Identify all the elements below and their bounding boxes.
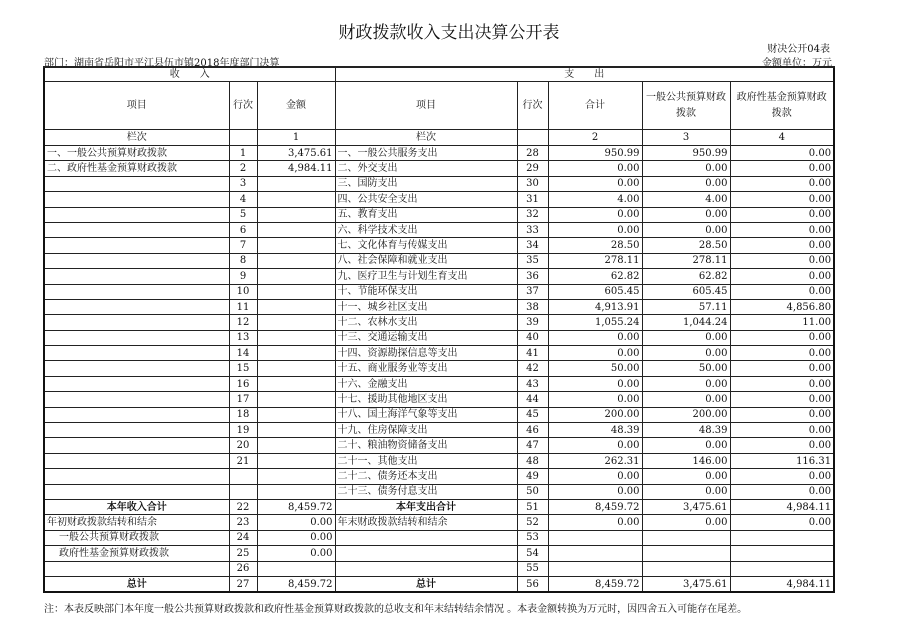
expense-general: 0.00 — [642, 207, 730, 222]
table-row — [44, 453, 834, 468]
expense-item — [335, 546, 517, 561]
income-line — [229, 484, 257, 499]
empty-cell — [517, 130, 548, 146]
expense-general — [642, 546, 730, 561]
table-row — [44, 576, 834, 592]
income-item — [44, 346, 229, 361]
income-amount — [257, 207, 335, 222]
income-item: 本年收入合计 — [44, 499, 229, 514]
income-amount — [257, 222, 335, 237]
expense-general: 57.11 — [642, 299, 730, 314]
expense-fund: 0.00 — [730, 392, 834, 407]
expense-item: 六、科学技术支出 — [335, 222, 517, 237]
col-item: 项目 — [335, 82, 517, 130]
expense-total: 0.00 — [548, 392, 642, 407]
income-amount: 0.00 — [257, 530, 335, 545]
table-row — [44, 469, 834, 484]
expense-line: 35 — [517, 253, 548, 268]
expense-total: 278.11 — [548, 253, 642, 268]
expense-item — [335, 530, 517, 545]
table-row — [44, 315, 834, 330]
income-item — [44, 207, 229, 222]
income-line: 1 — [229, 146, 257, 161]
expense-item: 九、医疗卫生与计划生育支出 — [335, 269, 517, 284]
expense-fund: 0.00 — [730, 146, 834, 161]
income-item: 二、政府性基金预算财政拨款 — [44, 161, 229, 176]
income-line: 24 — [229, 530, 257, 545]
income-amount — [257, 438, 335, 453]
table-row — [44, 376, 834, 391]
lanci-label: 栏次 — [335, 130, 517, 146]
expense-general: 200.00 — [642, 407, 730, 422]
income-amount — [257, 299, 335, 314]
col-total: 合计 — [548, 82, 642, 130]
expense-line: 56 — [517, 576, 548, 592]
expense-line: 36 — [517, 269, 548, 284]
expense-total: 62.82 — [548, 269, 642, 284]
expense-total: 8,459.72 — [548, 499, 642, 514]
expense-general — [642, 561, 730, 576]
income-line: 11 — [229, 299, 257, 314]
expense-general: 3,475.61 — [642, 499, 730, 514]
expense-item: 本年支出合计 — [335, 499, 517, 514]
expense-general: 4.00 — [642, 192, 730, 207]
expense-item: 十九、住房保障支出 — [335, 423, 517, 438]
table-row — [44, 330, 834, 345]
expense-total: 0.00 — [548, 469, 642, 484]
expense-general: 0.00 — [642, 484, 730, 499]
budget-table — [43, 66, 835, 593]
expense-line: 51 — [517, 499, 548, 514]
expense-fund: 0.00 — [730, 484, 834, 499]
expense-line: 45 — [517, 407, 548, 422]
income-amount: 4,984.11 — [257, 161, 335, 176]
expense-total: 8,459.72 — [548, 576, 642, 592]
expense-item: 十、节能环保支出 — [335, 284, 517, 299]
expense-fund: 0.00 — [730, 176, 834, 191]
expense-item: 四、公共安全支出 — [335, 192, 517, 207]
expense-item: 二十、粮油物资储备支出 — [335, 438, 517, 453]
col-line: 行次 — [517, 82, 548, 130]
table-row — [44, 499, 834, 514]
expense-general: 0.00 — [642, 376, 730, 391]
income-line: 9 — [229, 269, 257, 284]
expense-fund: 0.00 — [730, 284, 834, 299]
col-line: 行次 — [229, 82, 257, 130]
expense-total: 28.50 — [548, 238, 642, 253]
expense-item: 二十二、债务还本支出 — [335, 469, 517, 484]
expense-header: 支 出 — [335, 67, 834, 82]
income-item — [44, 253, 229, 268]
col-amount: 金额 — [257, 82, 335, 130]
income-item — [44, 222, 229, 237]
page-title: 财政拨款收入支出决算公开表 — [338, 23, 560, 43]
table-row — [44, 546, 834, 561]
expense-fund: 0.00 — [730, 222, 834, 237]
expense-fund: 4,984.11 — [730, 576, 834, 592]
expense-fund: 0.00 — [730, 269, 834, 284]
expense-total: 4,913.91 — [548, 299, 642, 314]
table-row — [44, 269, 834, 284]
expense-line: 39 — [517, 315, 548, 330]
expense-item: 七、文化体育与传媒支出 — [335, 238, 517, 253]
col-number: 4 — [730, 130, 834, 146]
expense-fund: 0.00 — [730, 515, 834, 530]
income-amount — [257, 484, 335, 499]
expense-line: 31 — [517, 192, 548, 207]
income-line: 10 — [229, 284, 257, 299]
table-row — [44, 346, 834, 361]
income-line: 4 — [229, 192, 257, 207]
income-item — [44, 299, 229, 314]
form-code: 财决公开04表 — [767, 44, 830, 55]
income-amount — [257, 253, 335, 268]
income-amount — [257, 376, 335, 391]
expense-general: 0.00 — [642, 176, 730, 191]
income-line: 23 — [229, 515, 257, 530]
col-number: 3 — [642, 130, 730, 146]
table-row — [44, 238, 834, 253]
expense-line: 28 — [517, 146, 548, 161]
income-header: 收 入 — [44, 67, 335, 82]
income-line: 22 — [229, 499, 257, 514]
expense-line: 46 — [517, 423, 548, 438]
income-item: 年初财政拨款结转和结余 — [44, 515, 229, 530]
expense-line: 38 — [517, 299, 548, 314]
income-line: 14 — [229, 346, 257, 361]
empty-cell — [229, 130, 257, 146]
expense-item: 二十三、债务付息支出 — [335, 484, 517, 499]
table-row — [44, 161, 834, 176]
income-line: 8 — [229, 253, 257, 268]
col-fund: 政府性基金预算财政拨款 — [730, 82, 834, 130]
table-row — [44, 146, 834, 161]
income-item — [44, 376, 229, 391]
expense-item — [335, 561, 517, 576]
expense-item: 三、国防支出 — [335, 176, 517, 191]
table-row — [44, 561, 834, 576]
income-line: 17 — [229, 392, 257, 407]
expense-total: 0.00 — [548, 376, 642, 391]
expense-total: 0.00 — [548, 222, 642, 237]
income-item — [44, 238, 229, 253]
income-amount — [257, 176, 335, 191]
expense-total: 0.00 — [548, 176, 642, 191]
expense-general: 278.11 — [642, 253, 730, 268]
income-line: 15 — [229, 361, 257, 376]
expense-total: 0.00 — [548, 515, 642, 530]
expense-line: 55 — [517, 561, 548, 576]
expense-item: 一、一般公共服务支出 — [335, 146, 517, 161]
income-item: 总计 — [44, 576, 229, 592]
footnote: 注：本表反映部门本年度一般公共预算财政拨款和政府性基金预算财政拨款的总收支和年末结转结余情况 。本表金额转换为万元时，因四舍五入可能存在尾差。 — [44, 604, 748, 615]
expense-item: 十七、援助其他地区支出 — [335, 392, 517, 407]
expense-line: 34 — [517, 238, 548, 253]
expense-fund — [730, 546, 834, 561]
expense-general: 50.00 — [642, 361, 730, 376]
income-line: 2 — [229, 161, 257, 176]
expense-total: 0.00 — [548, 161, 642, 176]
expense-line: 40 — [517, 330, 548, 345]
table-row — [44, 284, 834, 299]
income-line: 21 — [229, 453, 257, 468]
income-item — [44, 561, 229, 576]
lanci-label: 栏次 — [44, 130, 229, 146]
expense-line: 32 — [517, 207, 548, 222]
income-item — [44, 392, 229, 407]
expense-fund: 0.00 — [730, 407, 834, 422]
expense-line: 43 — [517, 376, 548, 391]
income-line: 25 — [229, 546, 257, 561]
expense-total — [548, 546, 642, 561]
income-amount — [257, 315, 335, 330]
expense-line: 42 — [517, 361, 548, 376]
income-item: 一般公共预算财政拨款 — [44, 530, 229, 545]
expense-fund: 0.00 — [730, 253, 834, 268]
expense-fund: 4,984.11 — [730, 499, 834, 514]
expense-total — [548, 530, 642, 545]
expense-total: 200.00 — [548, 407, 642, 422]
income-amount: 8,459.72 — [257, 576, 335, 592]
expense-total: 262.31 — [548, 453, 642, 468]
expense-total: 4.00 — [548, 192, 642, 207]
expense-general: 48.39 — [642, 423, 730, 438]
table-row — [44, 423, 834, 438]
expense-item: 十二、农林水支出 — [335, 315, 517, 330]
expense-fund: 116.31 — [730, 453, 834, 468]
expense-line: 30 — [517, 176, 548, 191]
expense-line: 47 — [517, 438, 548, 453]
expense-line: 48 — [517, 453, 548, 468]
income-line: 3 — [229, 176, 257, 191]
expense-general: 0.00 — [642, 161, 730, 176]
expense-fund — [730, 561, 834, 576]
income-amount — [257, 284, 335, 299]
expense-general: 146.00 — [642, 453, 730, 468]
income-amount — [257, 407, 335, 422]
table-row — [44, 192, 834, 207]
expense-fund: 0.00 — [730, 423, 834, 438]
department-label: 部门：湖南省岳阳市平江县伍市镇2018年度部门决算 — [44, 58, 280, 69]
income-amount — [257, 330, 335, 345]
table-row — [44, 299, 834, 314]
income-amount — [257, 453, 335, 468]
expense-general: 0.00 — [642, 222, 730, 237]
expense-general: 605.45 — [642, 284, 730, 299]
income-line: 27 — [229, 576, 257, 592]
expense-fund: 0.00 — [730, 346, 834, 361]
expense-total: 950.99 — [548, 146, 642, 161]
income-item — [44, 484, 229, 499]
income-line — [229, 469, 257, 484]
expense-general: 0.00 — [642, 438, 730, 453]
income-item — [44, 315, 229, 330]
expense-general: 3,475.61 — [642, 576, 730, 592]
expense-total: 1,055.24 — [548, 315, 642, 330]
income-item: 一、一般公共预算财政拨款 — [44, 146, 229, 161]
expense-total: 0.00 — [548, 484, 642, 499]
expense-fund: 0.00 — [730, 207, 834, 222]
expense-general: 62.82 — [642, 269, 730, 284]
expense-total — [548, 561, 642, 576]
income-item — [44, 361, 229, 376]
expense-general: 950.99 — [642, 146, 730, 161]
income-line: 20 — [229, 438, 257, 453]
expense-line: 53 — [517, 530, 548, 545]
income-item — [44, 330, 229, 345]
expense-fund: 0.00 — [730, 376, 834, 391]
table-row — [44, 392, 834, 407]
income-item — [44, 192, 229, 207]
expense-fund: 0.00 — [730, 361, 834, 376]
income-item — [44, 407, 229, 422]
expense-line: 37 — [517, 284, 548, 299]
table-row — [44, 407, 834, 422]
income-line: 12 — [229, 315, 257, 330]
expense-fund: 0.00 — [730, 192, 834, 207]
expense-fund: 0.00 — [730, 469, 834, 484]
expense-line: 54 — [517, 546, 548, 561]
income-line: 16 — [229, 376, 257, 391]
income-amount: 0.00 — [257, 515, 335, 530]
income-line: 6 — [229, 222, 257, 237]
expense-item: 十四、资源勘探信息等支出 — [335, 346, 517, 361]
table-row — [44, 484, 834, 499]
expense-item: 十三、交通运输支出 — [335, 330, 517, 345]
income-item — [44, 284, 229, 299]
table-row — [44, 207, 834, 222]
income-item — [44, 423, 229, 438]
expense-line: 33 — [517, 222, 548, 237]
expense-fund — [730, 530, 834, 545]
expense-general: 0.00 — [642, 330, 730, 345]
income-amount — [257, 361, 335, 376]
expense-item: 二、外交支出 — [335, 161, 517, 176]
expense-total: 0.00 — [548, 438, 642, 453]
expense-total: 0.00 — [548, 346, 642, 361]
expense-general: 28.50 — [642, 238, 730, 253]
expense-line: 52 — [517, 515, 548, 530]
table-row — [44, 176, 834, 191]
income-amount — [257, 192, 335, 207]
expense-line: 50 — [517, 484, 548, 499]
expense-total: 50.00 — [548, 361, 642, 376]
table-row — [44, 253, 834, 268]
col-item: 项目 — [44, 82, 229, 130]
expense-line: 49 — [517, 469, 548, 484]
income-line: 13 — [229, 330, 257, 345]
col-general: 一般公共预算财政拨款 — [642, 82, 730, 130]
expense-general: 0.00 — [642, 346, 730, 361]
table-row — [44, 361, 834, 376]
income-item — [44, 438, 229, 453]
expense-item: 十八、国土海洋气象等支出 — [335, 407, 517, 422]
expense-line: 29 — [517, 161, 548, 176]
income-amount — [257, 469, 335, 484]
income-line: 19 — [229, 423, 257, 438]
expense-item: 十五、商业服务业等支出 — [335, 361, 517, 376]
expense-item: 总计 — [335, 576, 517, 592]
expense-fund: 4,856.80 — [730, 299, 834, 314]
table-row — [44, 530, 834, 545]
expense-fund: 0.00 — [730, 161, 834, 176]
income-amount — [257, 561, 335, 576]
income-line: 18 — [229, 407, 257, 422]
expense-fund: 0.00 — [730, 238, 834, 253]
expense-item: 十一、城乡社区支出 — [335, 299, 517, 314]
income-amount: 3,475.61 — [257, 146, 335, 161]
expense-total: 0.00 — [548, 330, 642, 345]
expense-general: 1,044.24 — [642, 315, 730, 330]
table-row — [44, 515, 834, 530]
unit-label: 金额单位：万元 — [762, 58, 832, 69]
expense-line: 44 — [517, 392, 548, 407]
col-number: 2 — [548, 130, 642, 146]
income-amount — [257, 392, 335, 407]
income-amount: 0.00 — [257, 546, 335, 561]
col-number: 1 — [257, 130, 335, 146]
income-line: 26 — [229, 561, 257, 576]
expense-general: 0.00 — [642, 392, 730, 407]
expense-fund: 0.00 — [730, 438, 834, 453]
expense-fund: 0.00 — [730, 330, 834, 345]
income-amount — [257, 346, 335, 361]
income-item — [44, 469, 229, 484]
expense-total: 0.00 — [548, 207, 642, 222]
income-amount — [257, 423, 335, 438]
income-item — [44, 453, 229, 468]
income-item — [44, 269, 229, 284]
expense-item: 年末财政拨款结转和结余 — [335, 515, 517, 530]
table-row — [44, 438, 834, 453]
expense-item: 十六、金融支出 — [335, 376, 517, 391]
expense-fund: 11.00 — [730, 315, 834, 330]
expense-total: 605.45 — [548, 284, 642, 299]
income-line: 7 — [229, 238, 257, 253]
table-row — [44, 222, 834, 237]
income-line: 5 — [229, 207, 257, 222]
income-amount: 8,459.72 — [257, 499, 335, 514]
income-amount — [257, 269, 335, 284]
expense-item: 八、社会保障和就业支出 — [335, 253, 517, 268]
expense-total: 48.39 — [548, 423, 642, 438]
expense-general: 0.00 — [642, 515, 730, 530]
income-amount — [257, 238, 335, 253]
income-item: 政府性基金预算财政拨款 — [44, 546, 229, 561]
expense-line: 41 — [517, 346, 548, 361]
expense-general: 0.00 — [642, 469, 730, 484]
expense-item: 二十一、其他支出 — [335, 453, 517, 468]
expense-item: 五、教育支出 — [335, 207, 517, 222]
income-item — [44, 176, 229, 191]
expense-general — [642, 530, 730, 545]
